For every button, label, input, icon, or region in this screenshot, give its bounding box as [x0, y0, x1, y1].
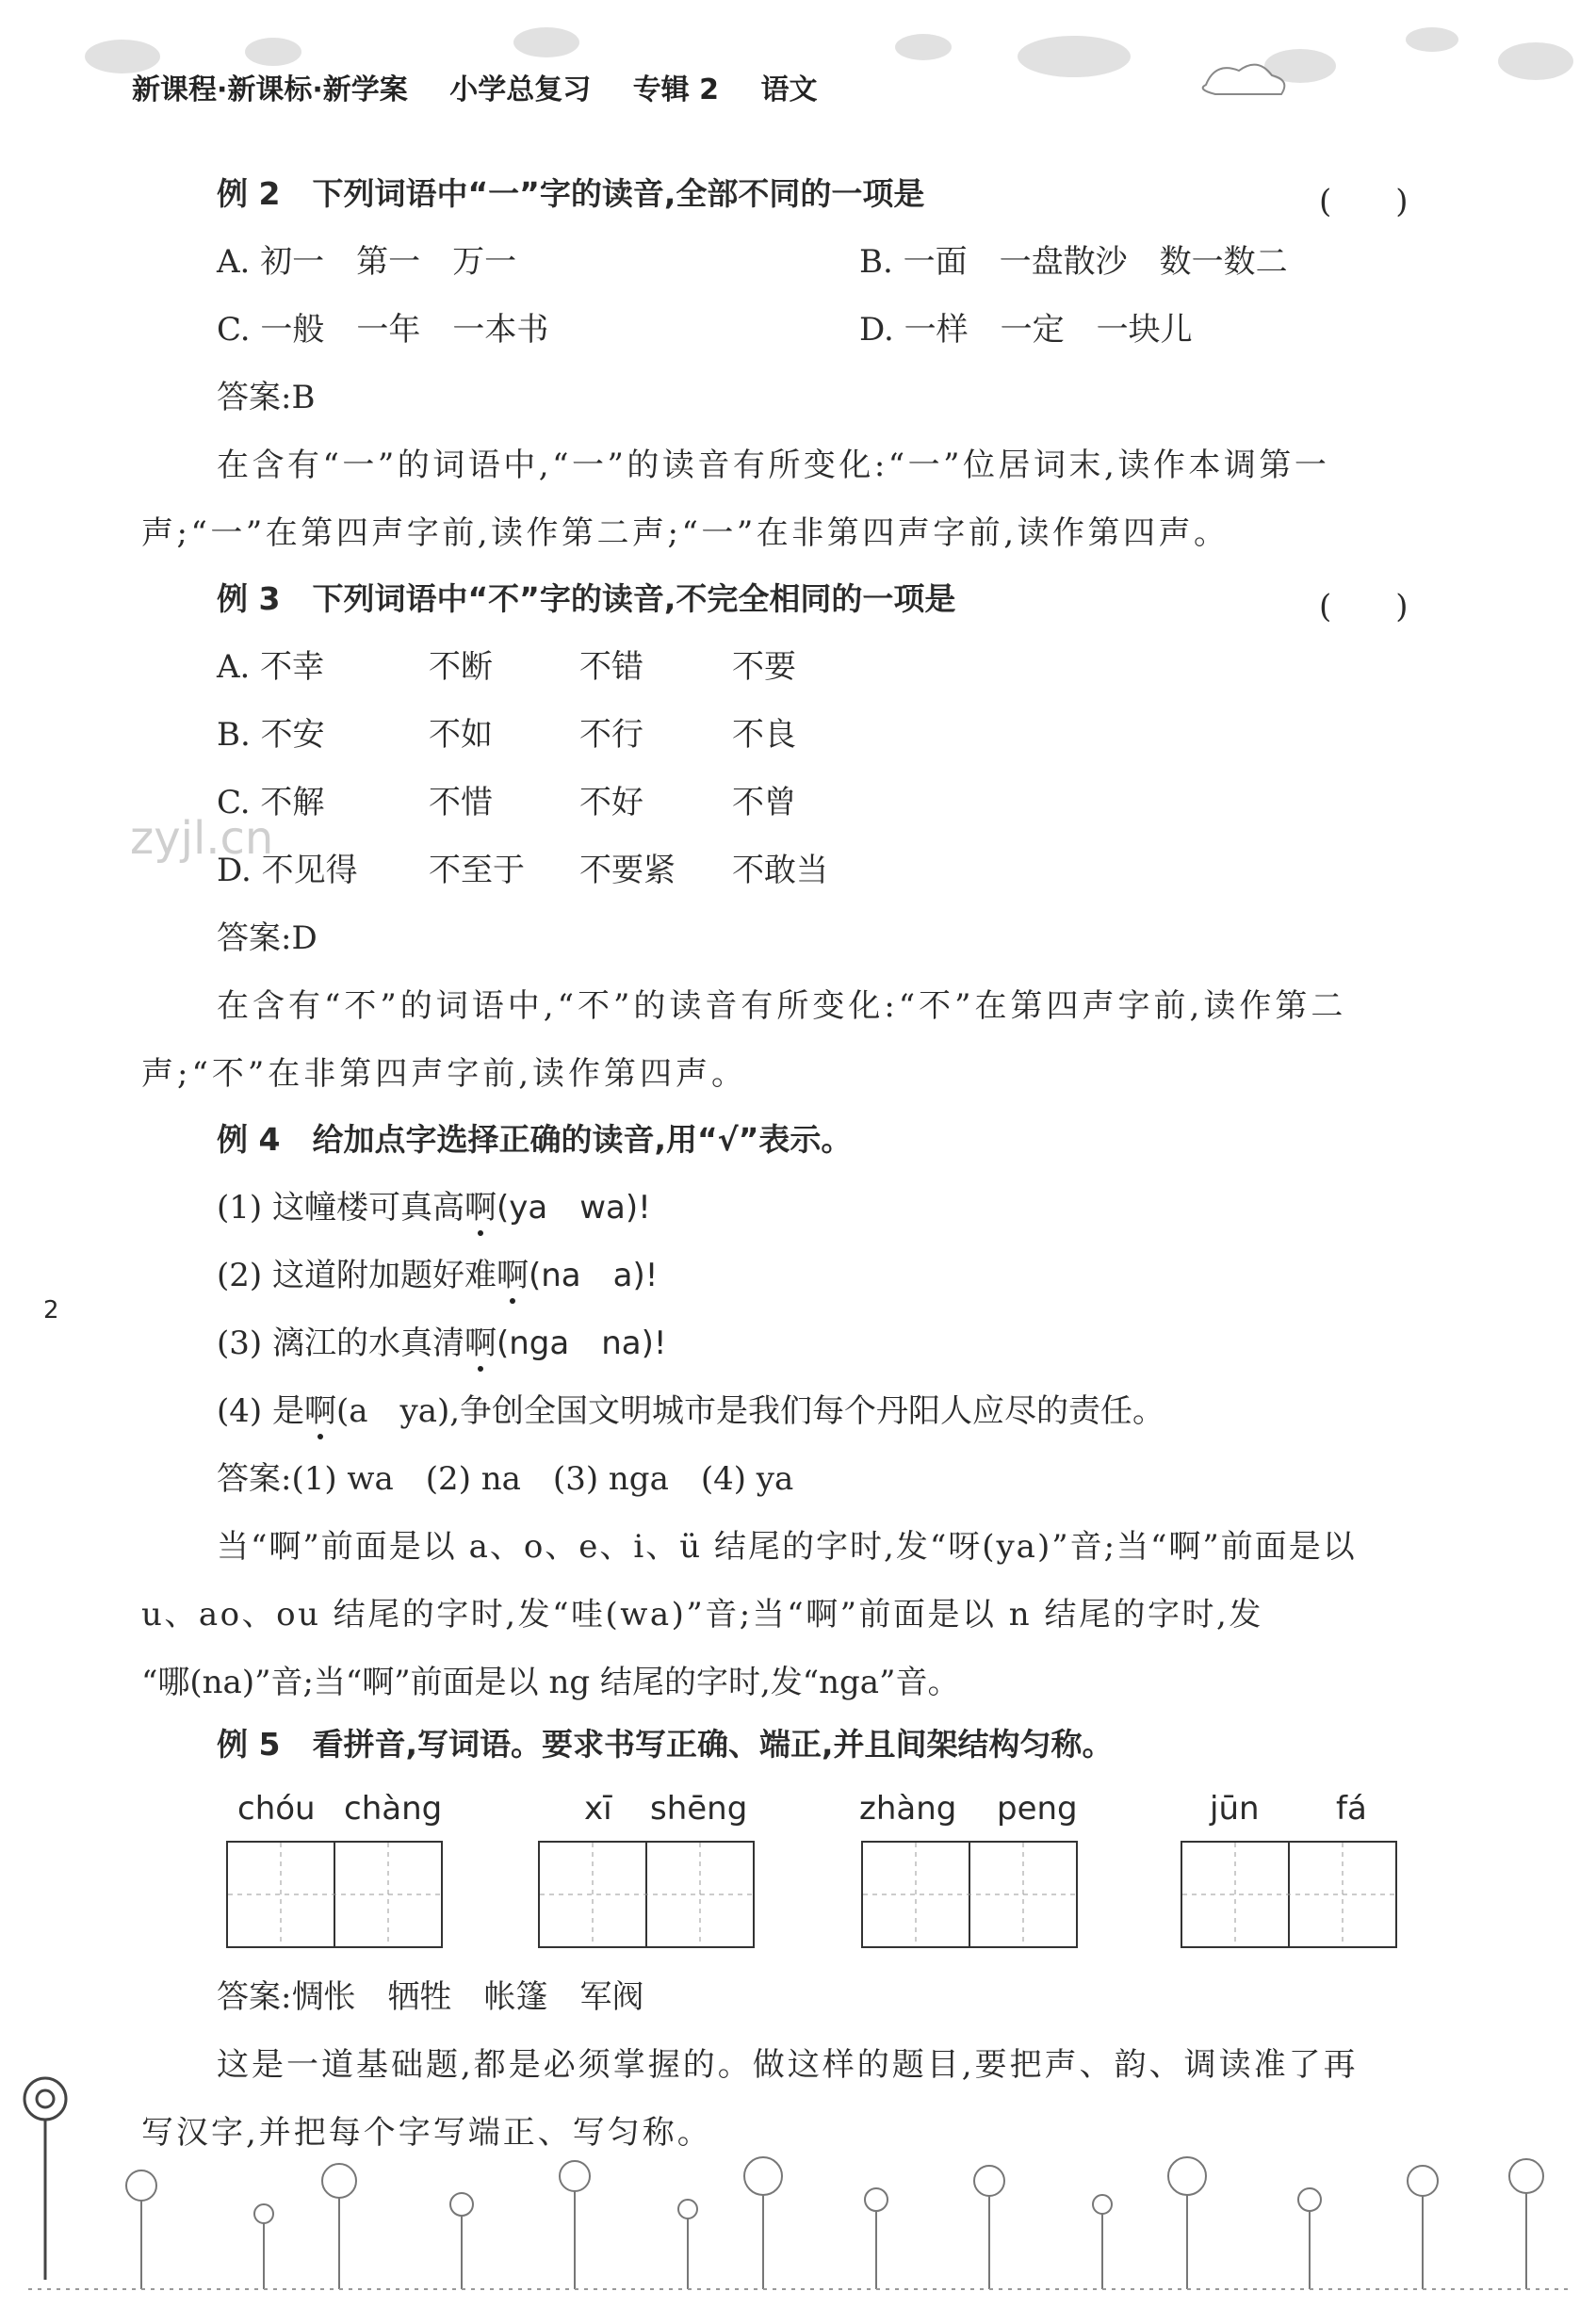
emphasized-char: 啊	[464, 1325, 497, 1362]
option-c: C. 一般 一年 一本书	[217, 311, 549, 349]
explanation-line: 声;“一”在第四声字前,读作第二声;“一”在非第四声字前,读作第四声。	[141, 514, 1230, 552]
option-a: A. 不幸	[217, 648, 325, 686]
question-text: 看拼音,写词语。要求书写正确、端正,并且间架结构匀称。	[312, 1726, 1114, 1763]
emphasized-char: 啊	[464, 1189, 497, 1227]
answer-text: 答案:惆怅 牺牲 帐篷 军阀	[217, 1978, 644, 2016]
sub-question-rest: (a ya),争创全国文明城市是我们每个丹阳人应尽的责任。	[335, 1392, 1165, 1430]
option-word: 不好	[579, 784, 643, 821]
pinyin-syllable: shēng	[650, 1790, 748, 1828]
example-label: 例 4	[217, 1121, 281, 1158]
explanation-line: 这是一道基础题,都是必须掌握的。做这样的题目,要把声、韵、调读准了再	[217, 2046, 1359, 2084]
sub-question-text: (4) 是	[217, 1392, 304, 1430]
example-label: 例 3	[217, 580, 281, 617]
pinyin-choices: (ya wa)!	[496, 1189, 651, 1227]
example-2-question	[217, 175, 924, 213]
answer-text: 答案:B	[217, 379, 316, 416]
explanation-line: 在含有“不”的词语中,“不”的读音有所变化:“不”在第四声字前,读作第二	[217, 987, 1347, 1025]
sub-question-text: (2) 这道附加题好难	[217, 1257, 497, 1294]
example-label: 例 2	[217, 175, 281, 212]
example-5-question	[217, 1726, 1114, 1764]
question-text: 给加点字选择正确的读音,用“√”表示。	[312, 1121, 853, 1158]
question-text: 下列词语中“不”字的读音,不完全相同的一项是	[312, 580, 956, 617]
option-word: 不如	[429, 716, 493, 754]
question-text: 下列词语中“一”字的读音,全部不同的一项是	[312, 175, 925, 212]
sub-question-4	[217, 1392, 1164, 1430]
pinyin-choices: (nga na)!	[496, 1325, 667, 1362]
pinyin-syllable: chàng	[344, 1790, 443, 1828]
option-word: 不要紧	[579, 852, 676, 889]
pinyin-syllable: jūn	[1210, 1790, 1260, 1828]
flower-border-decoration	[28, 2148, 1573, 2299]
explanation-line: 声;“不”在非第四声字前,读作第四声。	[141, 1055, 748, 1093]
example-label: 例 5	[217, 1726, 281, 1763]
sub-question-2	[217, 1257, 658, 1294]
option-word: 不行	[579, 716, 643, 754]
header-title: 新课程·新课标·新学案	[132, 73, 408, 106]
sub-question-text: (3) 漓江的水真清	[217, 1325, 464, 1362]
pinyin-syllable: chóu	[237, 1790, 316, 1828]
sub-question-3	[217, 1325, 666, 1362]
watermark: zyjl.cn	[130, 812, 274, 865]
header-series: 专辑 2	[632, 73, 720, 106]
pinyin-syllable: peng	[997, 1790, 1078, 1828]
explanation-line: u、ao、ou 结尾的字时,发“哇(wa)”音;当“啊”前面是以 n 结尾的字时,发	[141, 1596, 1263, 1633]
option-word: 不断	[429, 648, 493, 686]
header-subject: 语文	[760, 73, 818, 106]
answer-text: 答案:D	[217, 919, 318, 957]
running-header	[132, 66, 849, 107]
option-word: 不要	[732, 648, 796, 686]
writing-grid[interactable]	[1181, 1841, 1397, 1948]
pinyin-syllable: xī	[584, 1790, 612, 1828]
option-c: C. 不解	[217, 784, 325, 821]
writing-grid[interactable]	[861, 1841, 1078, 1948]
sub-question-text: (1) 这幢楼可真高	[217, 1189, 464, 1227]
option-word: 不错	[579, 648, 643, 686]
explanation-line: 在含有“一”的词语中,“一”的读音有所变化:“一”位居词末,读作本调第一	[217, 447, 1330, 484]
option-word: 不惜	[429, 784, 493, 821]
option-word: 不良	[732, 716, 796, 754]
option-word: 不曾	[732, 784, 796, 821]
answer-parentheses: ( )	[1319, 588, 1409, 626]
pinyin-choices: (na a)!	[528, 1257, 659, 1294]
option-d: D. 一样 一定 一块儿	[859, 311, 1193, 349]
emphasized-char: 啊	[303, 1392, 336, 1430]
writing-grid[interactable]	[538, 1841, 755, 1948]
option-a: A. 初一 第一 万一	[217, 243, 517, 281]
explanation-line: 写汉字,并把每个字写端正、写匀称。	[141, 2114, 712, 2152]
header-book: 小学总复习	[449, 73, 592, 106]
pinyin-syllable: zhàng	[859, 1790, 957, 1828]
writing-grid[interactable]	[226, 1841, 443, 1948]
explanation-line: “哪(na)”音;当“啊”前面是以 ng 结尾的字时,发“nga”音。	[141, 1664, 960, 1701]
example-3-question	[217, 580, 955, 618]
emphasized-char: 啊	[496, 1257, 529, 1294]
explanation-line: 当“啊”前面是以 a、o、e、i、ü 结尾的字时,发“呀(ya)”音;当“啊”前面是以	[217, 1528, 1357, 1566]
pinyin-syllable: fá	[1336, 1790, 1367, 1828]
option-b: B. 不安	[217, 716, 325, 754]
example-4-question	[217, 1121, 852, 1159]
page-number: 2	[43, 1296, 59, 1325]
option-b: B. 一面 一盘散沙 数一数二	[859, 243, 1288, 281]
option-word: 不至于	[429, 852, 525, 889]
answer-text: 答案:(1) wa (2) na (3) nga (4) ya	[217, 1460, 794, 1498]
sub-question-1	[217, 1189, 651, 1227]
answer-parentheses: ( )	[1319, 183, 1409, 220]
option-word: 不敢当	[732, 852, 828, 889]
option-d: D. 不见得	[217, 852, 358, 889]
